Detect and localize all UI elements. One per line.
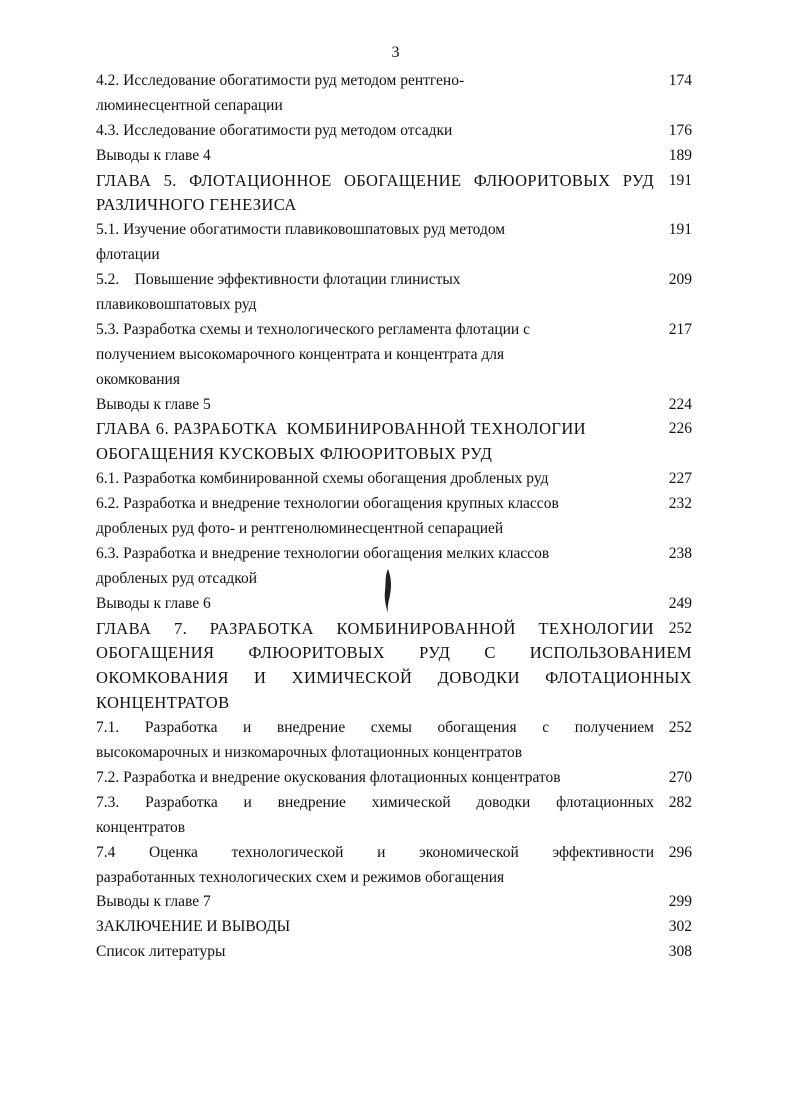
chapter-heading-line: РАЗЛИЧНОГО ГЕНЕЗИСА <box>96 195 297 215</box>
chapter-heading-line: ГЛАВА 7. РАЗРАБОТКА КОМБИНИРОВАННОЙ ТЕХНОЛОГИИ <box>96 618 654 638</box>
scan-smudge <box>382 567 394 615</box>
chapter-heading-line: ОКОМКОВАНИЯ И ХИМИЧЕСКОЙ ДОВОДКИ ФЛОТАЦИОННЫХ <box>96 668 692 688</box>
page-reference: 226 <box>668 420 692 438</box>
toc-entry-conclusions-7 <box>96 890 692 915</box>
toc-entry-references <box>96 940 692 965</box>
toc-entry-6-1 <box>96 467 692 492</box>
toc-entry-7-2 <box>96 766 692 791</box>
table-of-contents <box>96 69 692 965</box>
page-reference: 299 <box>668 893 692 911</box>
entry-text-line: 7.4 Оценка технологической и экономической эффективности <box>96 843 654 861</box>
page-reference: 217 <box>668 320 692 338</box>
entry-text-line: 6.1. Разработка комбинированной схемы обогащения дробленых руд <box>96 470 549 488</box>
entry-text-line: ЗАКЛЮЧЕНИЕ И ВЫВОДЫ <box>96 918 291 936</box>
entry-text-line: окомкования <box>96 370 180 388</box>
entry-text-line: дробленых руд фото- и рентгенолюминесцентной сепарацией <box>96 520 504 538</box>
toc-chapter-7 <box>96 617 692 717</box>
entry-text-line: флотации <box>96 246 160 264</box>
toc-entry-6-2 <box>96 492 692 542</box>
toc-entry-5-3 <box>96 318 692 393</box>
entry-text-line: высокомарочных и низкомарочных флотационных концентратов <box>96 744 523 762</box>
page-reference: 249 <box>668 594 692 612</box>
entry-text-line: Выводы к главе 7 <box>96 893 211 911</box>
page-reference: 302 <box>668 918 692 936</box>
toc-entry-7-4 <box>96 841 692 891</box>
entry-text-line: люминесцентной сепарации <box>96 96 283 114</box>
page-reference: 252 <box>668 619 692 637</box>
toc-entry-7-3 <box>96 791 692 841</box>
toc-entry-5-1 <box>96 218 692 268</box>
page-reference: 227 <box>668 470 692 488</box>
page-reference: 308 <box>668 943 692 961</box>
entry-text-line: получением высокомарочного концентрата и концентрата для <box>96 345 505 363</box>
entry-text-line: 6.2. Разработка и внедрение технологии обогащения крупных классов <box>96 495 559 513</box>
page-reference: 252 <box>668 719 692 737</box>
page-reference: 191 <box>668 221 692 239</box>
chapter-heading-line: КОНЦЕНТРАТОВ <box>96 693 230 713</box>
toc-entry-4-2 <box>96 69 692 119</box>
toc-entry-final-conclusions <box>96 915 692 940</box>
entry-text-line: 4.3. Исследование обогатимости руд методом отсадки <box>96 121 453 139</box>
entry-text-line: дробленых руд отсадкой <box>96 569 258 587</box>
toc-entry-6-3 <box>96 542 692 592</box>
toc-entry-7-1 <box>96 716 692 766</box>
entry-text-line: Список литературы <box>96 943 226 961</box>
toc-entry-conclusions-4 <box>96 144 692 169</box>
toc-entry-4-3 <box>96 119 692 144</box>
page-reference: 238 <box>668 544 692 562</box>
chapter-heading-line: ОБОГАЩЕНИЯ КУСКОВЫХ ФЛЮОРИТОВЫХ РУД <box>96 444 493 464</box>
page-reference: 282 <box>668 793 692 811</box>
entry-text-line: 6.3. Разработка и внедрение технологии обогащения мелких классов <box>96 544 550 562</box>
page-reference: 191 <box>668 171 692 189</box>
toc-entry-conclusions-6 <box>96 592 692 617</box>
chapter-heading-line: ГЛАВА 6. РАЗРАБОТКА КОМБИНИРОВАННОЙ ТЕХНОЛОГИИ <box>96 419 586 439</box>
chapter-heading-line: ОБОГАЩЕНИЯ ФЛЮОРИТОВЫХ РУД С ИСПОЛЬЗОВАНИЕМ <box>96 643 692 663</box>
page-reference: 270 <box>668 768 692 786</box>
toc-chapter-6 <box>96 417 692 467</box>
toc-entry-5-2 <box>96 268 692 318</box>
page-reference: 176 <box>668 121 692 139</box>
entry-text-line: Выводы к главе 6 <box>96 594 211 612</box>
page-reference: 174 <box>668 72 692 89</box>
entry-text-line: разработанных технологических схем и режимов обогащения <box>96 868 505 886</box>
page-reference: 296 <box>668 843 692 861</box>
page-reference: 189 <box>668 146 692 164</box>
entry-text-line: 5.2. Повышение эффективности флотации глинистых <box>96 271 461 289</box>
entry-text-line: 7.1. Разработка и внедрение схемы обогащения с получением <box>96 719 654 737</box>
entry-text-line: плавиковошпатовых руд <box>96 296 257 314</box>
page-reference: 209 <box>668 271 692 289</box>
entry-text-line: 4.2. Исследование обогатимости руд методом рентгено- <box>96 72 465 89</box>
entry-text-line: Выводы к главе 5 <box>96 395 211 413</box>
toc-entry-conclusions-5 <box>96 393 692 418</box>
entry-text-line: 7.3. Разработка и внедрение химической доводки флотационных <box>96 793 654 811</box>
chapter-heading-line: ГЛАВА 5. ФЛОТАЦИОННОЕ ОБОГАЩЕНИЕ ФЛЮОРИТОВЫХ РУД <box>96 170 654 190</box>
entry-text-line: 5.1. Изучение обогатимости плавиковошпатовых руд методом <box>96 221 506 239</box>
entry-text-line: 7.2. Разработка и внедрение окускования флотационных концентратов <box>96 768 561 786</box>
entry-text-line: Выводы к главе 4 <box>96 146 211 164</box>
entry-text-line: концентратов <box>96 818 186 836</box>
page-reference: 224 <box>668 395 692 413</box>
page-reference: 232 <box>668 495 692 513</box>
page-number: 3 <box>391 44 400 61</box>
entry-text-line: 5.3. Разработка схемы и технологического регламента флотации с <box>96 320 530 338</box>
toc-chapter-5 <box>96 169 692 219</box>
